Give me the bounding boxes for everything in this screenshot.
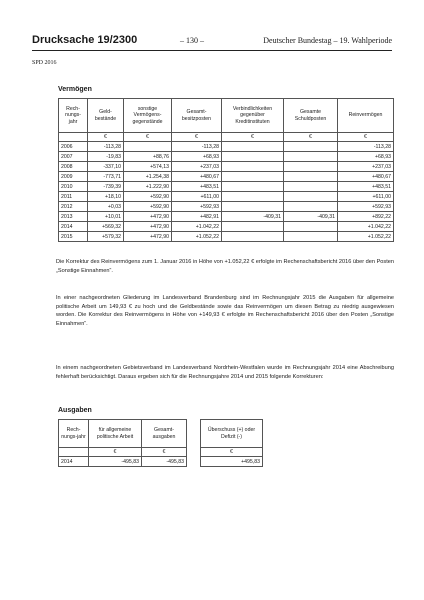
table-cell: +480,67 bbox=[338, 172, 394, 182]
table-cell: +574,13 bbox=[124, 162, 172, 172]
table-row bbox=[59, 142, 394, 152]
table-cell: +472,90 bbox=[124, 232, 172, 242]
column-header: für allgemeine politische Arbeit bbox=[89, 420, 142, 448]
parliament-label: Deutscher Bundestag – 19. Wahlperiode bbox=[263, 36, 392, 45]
table-cell: +88,76 bbox=[124, 152, 172, 162]
currency-row bbox=[59, 133, 394, 142]
table-cell bbox=[284, 162, 338, 172]
currency-cell: € bbox=[142, 448, 187, 457]
table-cell bbox=[284, 182, 338, 192]
table-cell: -495,83 bbox=[142, 457, 187, 467]
table-row bbox=[59, 457, 187, 467]
vermoegen-table bbox=[58, 98, 394, 242]
currency-cell: € bbox=[88, 133, 124, 142]
page-header bbox=[32, 32, 392, 51]
paragraph: Die Korrektur des Reinvermögens zum 1. Januar 2016 in Höhe von +1.052,22 € erfolgte im Rechenschaftsbericht 2016 über den Posten „Sonstige Einnahmen“. bbox=[56, 259, 394, 274]
table-cell: +592,90 bbox=[124, 192, 172, 202]
currency-cell: € bbox=[338, 133, 394, 142]
table-cell: +1.222,90 bbox=[124, 182, 172, 192]
column-header: Reinvermögen bbox=[338, 99, 394, 133]
table-cell: -113,28 bbox=[338, 142, 394, 152]
column-header: sonstige Vermögens-gegenstände bbox=[124, 99, 172, 133]
column-header: Gesamte Schuldposten bbox=[284, 99, 338, 133]
currency-cell: € bbox=[222, 133, 284, 142]
paragraph: In einer nachgeordneten Gliederung im Landesverband Brandenburg sind im Rechnungsjahr 2015 die Ausgaben für allgemeine politische Arbeit um 149,93 € zu hoch und die Geldbestände sowie das Reinvermögen um diesen Betrag zu niedrig ausgewiesen worden. Die Korrektur des Reinvermögens in Höhe von +149,93 € erfolgte im Rechenschaftsbericht 2016 über den Posten „Sonstige Einnahmen“. bbox=[56, 295, 394, 327]
table-cell: +472,90 bbox=[124, 222, 172, 232]
table-row bbox=[59, 222, 394, 232]
table-cell: +483,51 bbox=[338, 182, 394, 192]
year-cell: 2014 bbox=[59, 222, 88, 232]
currency-cell: € bbox=[201, 448, 263, 457]
year-cell: 2011 bbox=[59, 192, 88, 202]
table-row bbox=[59, 152, 394, 162]
table-cell bbox=[284, 152, 338, 162]
document-number: Drucksache 19/2300 bbox=[32, 34, 138, 46]
table-cell: -337,10 bbox=[88, 162, 124, 172]
paragraph: In einem nachgeordneten Gebietsverband im Landesverband Nordrhein-Westfalen wurde im Rechnungsjahr 2014 eine Abschreibung fehlerhaft berücksichtigt. Daraus ergeben sich für die Rechnungsjahre 2014 und 2015 folgende Korrekturen: bbox=[56, 365, 394, 380]
table-cell bbox=[222, 142, 284, 152]
table-cell: -19,83 bbox=[88, 152, 124, 162]
page-number: – 130 – bbox=[180, 36, 204, 45]
currency-row bbox=[201, 448, 263, 457]
vermoegen-title: Vermögen bbox=[58, 86, 92, 93]
table-row bbox=[59, 162, 394, 172]
column-header: Rech-nungs-jahr bbox=[59, 99, 88, 133]
currency-cell: € bbox=[124, 133, 172, 142]
table-header-row bbox=[59, 420, 187, 448]
table-cell bbox=[222, 182, 284, 192]
table-cell bbox=[222, 202, 284, 212]
table-cell: +1.052,22 bbox=[172, 232, 222, 242]
column-header: Gesamt-besitzposten bbox=[172, 99, 222, 133]
currency-cell: € bbox=[89, 448, 142, 457]
table-cell: +1.042,22 bbox=[338, 222, 394, 232]
table-cell: +1.254,38 bbox=[124, 172, 172, 182]
table-row bbox=[59, 172, 394, 182]
ausgaben-table bbox=[58, 419, 187, 467]
currency-cell: € bbox=[172, 133, 222, 142]
table-row bbox=[59, 202, 394, 212]
party-label: SPD 2016 bbox=[32, 60, 57, 66]
table-cell: -113,28 bbox=[172, 142, 222, 152]
column-header: Überschuss (+) oder Defizit (-) bbox=[201, 420, 263, 448]
table-cell: +482,91 bbox=[172, 212, 222, 222]
table-cell bbox=[284, 142, 338, 152]
table-cell bbox=[222, 192, 284, 202]
table-cell: +483,51 bbox=[172, 182, 222, 192]
table-cell bbox=[284, 192, 338, 202]
table-cell bbox=[284, 202, 338, 212]
year-cell: 2008 bbox=[59, 162, 88, 172]
table-cell: -495,83 bbox=[89, 457, 142, 467]
year-cell: 2006 bbox=[59, 142, 88, 152]
table-cell: +592,90 bbox=[124, 202, 172, 212]
table-cell: +579,32 bbox=[88, 232, 124, 242]
table-cell: -773,71 bbox=[88, 172, 124, 182]
column-header: Verbindlichkeiten gegenüber Kreditinstituten bbox=[222, 99, 284, 133]
table-cell bbox=[284, 172, 338, 182]
table-cell: -409,31 bbox=[284, 212, 338, 222]
table-cell bbox=[284, 232, 338, 242]
year-cell: 2012 bbox=[59, 202, 88, 212]
currency-row bbox=[59, 448, 187, 457]
table-row bbox=[59, 192, 394, 202]
table-header-row bbox=[59, 99, 394, 133]
ueberschuss-table bbox=[200, 419, 263, 467]
table-cell: +611,00 bbox=[172, 192, 222, 202]
table-cell bbox=[222, 162, 284, 172]
table-cell: +18,10 bbox=[88, 192, 124, 202]
column-header: Gesamt-ausgaben bbox=[142, 420, 187, 448]
table-row bbox=[201, 457, 263, 467]
table-cell bbox=[222, 172, 284, 182]
column-header: Rech-nungs-jahr bbox=[59, 420, 89, 448]
table-cell: +495,83 bbox=[201, 457, 263, 467]
year-cell: 2014 bbox=[59, 457, 89, 467]
table-cell: +611,00 bbox=[338, 192, 394, 202]
table-cell: +68,93 bbox=[172, 152, 222, 162]
table-cell: +592,93 bbox=[172, 202, 222, 212]
table-row bbox=[59, 232, 394, 242]
table-cell: +237,03 bbox=[338, 162, 394, 172]
table-cell: +592,93 bbox=[338, 202, 394, 212]
table-cell: +1.042,22 bbox=[172, 222, 222, 232]
table-row bbox=[59, 182, 394, 192]
ausgaben-title: Ausgaben bbox=[58, 407, 92, 414]
table-header-row bbox=[201, 420, 263, 448]
table-cell: +237,03 bbox=[172, 162, 222, 172]
table-cell: +1.052,22 bbox=[338, 232, 394, 242]
currency-cell bbox=[59, 133, 88, 142]
table-cell bbox=[284, 222, 338, 232]
table-cell: +472,90 bbox=[124, 212, 172, 222]
column-header: Geld-bestände bbox=[88, 99, 124, 133]
table-row bbox=[59, 212, 394, 222]
table-cell: +10,01 bbox=[88, 212, 124, 222]
table-cell: +68,93 bbox=[338, 152, 394, 162]
table-cell: -739,39 bbox=[88, 182, 124, 192]
table-cell: -113,28 bbox=[88, 142, 124, 152]
table-cell: +892,22 bbox=[338, 212, 394, 222]
table-cell bbox=[222, 222, 284, 232]
year-cell: 2013 bbox=[59, 212, 88, 222]
table-cell: -409,31 bbox=[222, 212, 284, 222]
table-cell bbox=[222, 232, 284, 242]
year-cell: 2010 bbox=[59, 182, 88, 192]
table-cell: +0,03 bbox=[88, 202, 124, 212]
year-cell: 2015 bbox=[59, 232, 88, 242]
table-cell: +569,32 bbox=[88, 222, 124, 232]
table-cell bbox=[124, 142, 172, 152]
table-cell: +480,67 bbox=[172, 172, 222, 182]
currency-cell: € bbox=[284, 133, 338, 142]
table-cell bbox=[222, 152, 284, 162]
currency-cell bbox=[59, 448, 89, 457]
year-cell: 2009 bbox=[59, 172, 88, 182]
year-cell: 2007 bbox=[59, 152, 88, 162]
